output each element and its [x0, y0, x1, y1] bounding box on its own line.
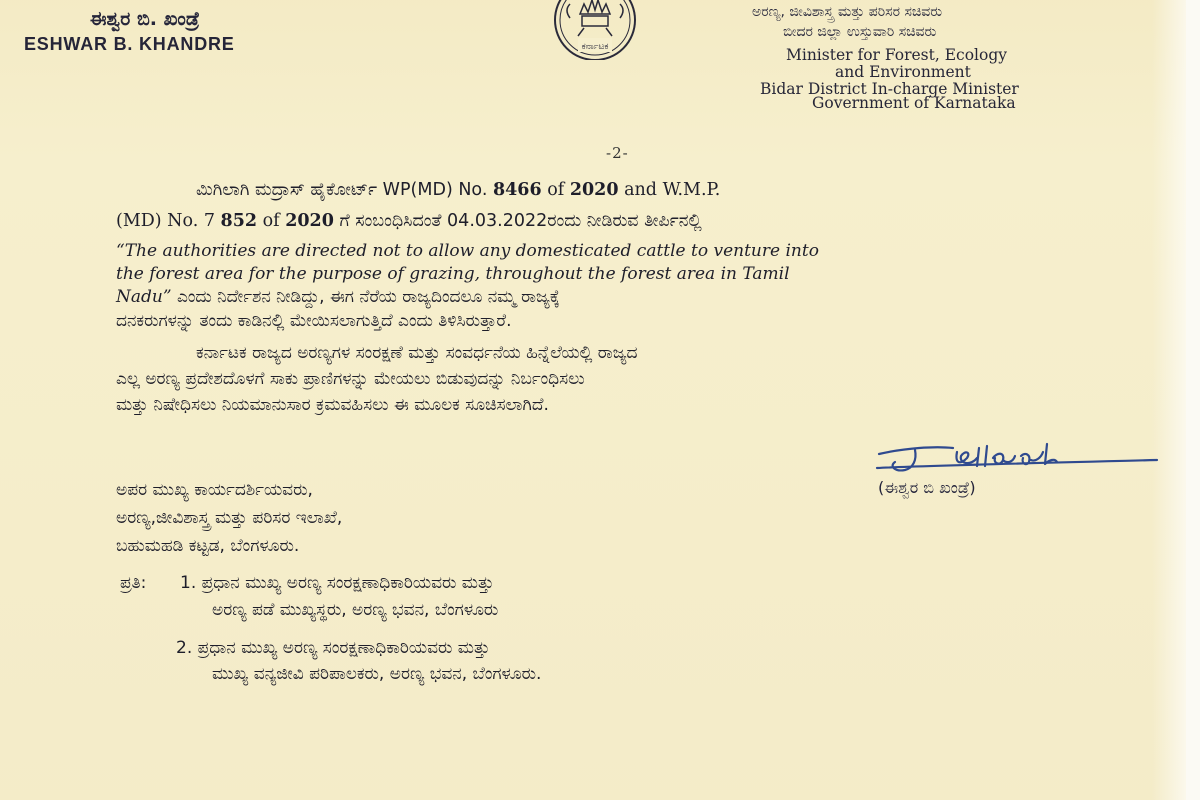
court-quote-end: Nadu” — [116, 287, 172, 307]
directive-line-2: ಎಲ್ಲ ಅರಣ್ಯ ಪ್ರದೇಶದೊಳಗೆ ಸಾಕು ಪ್ರಾಣಿಗಳನ್ನು ಮೇಯಲು ಬಿಡುವುದನ್ನು ನಿರ್ಬಂಧಿಸಲು — [116, 369, 585, 389]
body-line-1-of: of — [541, 180, 570, 200]
district-title-english: Bidar District In-charge Minister — [760, 80, 1019, 98]
body-line-1-text: ಮಿಗಿಲಾಗಿ ಮದ್ರಾಸ್ ಹೈಕೋರ್ಟ್ WP(MD) No. — [196, 180, 493, 200]
court-quote-line-3 — [116, 287, 560, 307]
case-year-2: 2020 — [285, 211, 334, 231]
page-right-edge — [1186, 0, 1200, 800]
body-line-1 — [196, 180, 720, 200]
body-line-6: ದನಕರುಗಳನ್ನು ತಂದು ಕಾಡಿನಲ್ಲಿ ಮೇಯಿಸಲಾಗುತ್ತಿದೆ ಎಂದು ತಿಳಿಸಿರುತ್ತಾರೆ. — [116, 311, 512, 331]
addressee-line-3: ಬಹುಮಹಡಿ ಕಟ್ಟಡ, ಬೆಂಗಳೂರು. — [116, 536, 300, 556]
body-line-2-start: (MD) No. 7 — [116, 211, 221, 231]
handwritten-signature-icon — [875, 440, 1160, 480]
karnataka-emblem-seal — [522, 0, 668, 60]
addressee-line-1: ಅಪರ ಮುಖ್ಯ ಕಾರ್ಯದರ್ಶಿಯವರು, — [116, 480, 313, 500]
case-number-2: 852 — [220, 211, 258, 231]
government-title-english: Government of Karnataka — [812, 94, 1016, 112]
minister-name-english: ESHWAR B. KHANDRE — [24, 34, 235, 54]
body-line-2-end: ಗೆ ಸಂಬಂಧಿಸಿದಂತೆ 04.03.2022ರಂದು ನೀಡಿರುವ ತೀರ್ಪಿನಲ್ಲಿ — [333, 211, 702, 231]
body-line-1-end: and W.M.P. — [618, 180, 721, 200]
directive-line-1: ಕರ್ನಾಟಕ ರಾಜ್ಯದ ಅರಣ್ಯಗಳ ಸಂರಕ್ಷಣೆ ಮತ್ತು ಸಂವರ್ಧನೆಯ ಹಿನ್ನೆಲೆಯಲ್ಲಿ ರಾಜ್ಯದ — [196, 343, 638, 363]
case-number-1: 8466 — [492, 180, 542, 200]
copy-item-2-line-1: 2. ಪ್ರಧಾನ ಮುಖ್ಯ ಅರಣ್ಯ ಸಂರಕ್ಷಣಾಧಿಕಾರಿಯವರು ಮತ್ತು — [176, 638, 490, 658]
court-quote-line-2: the forest area for the purpose of grazing, throughout the forest area in Tamil — [116, 264, 790, 284]
body-line-2-of: of — [257, 211, 286, 231]
emblem-caption: ಕರ್ನಾಟಕ — [581, 42, 609, 52]
directive-line-3: ಮತ್ತು ನಿಷೇಧಿಸಲು ನಿಯಮಾನುಸಾರ ಕ್ರಮವಹಿಸಲು ಈ ಮೂಲಕ ಸೂಚಿಸಲಾಗಿದೆ. — [116, 395, 549, 415]
copy-item-2-line-2: ಮುಖ್ಯ ವನ್ಯಜೀವಿ ಪರಿಪಾಲಕರು, ಅರಣ್ಯ ಭವನ, ಬೆಂಗಳೂರು. — [212, 664, 542, 684]
district-title-kannada: ಬೀದರ ಜಿಲ್ಲಾ ಉಸ್ತುವಾರಿ ಸಚಿವರು — [783, 24, 937, 40]
body-line-2 — [116, 211, 702, 231]
addressee-line-2: ಅರಣ್ಯ,ಜೀವಿಶಾಸ್ತ್ರ ಮತ್ತು ಪರಿಸರ ಇಲಾಖೆ, — [116, 508, 343, 528]
signature — [875, 440, 1160, 480]
ministry-title-english-line1: Minister for Forest, Ecology — [786, 46, 1008, 64]
page-number: -2- — [606, 144, 629, 162]
minister-name-kannada: ಈಶ್ವರ ಬಿ. ಖಂಡ್ರೆ — [90, 8, 200, 30]
ministry-title-kannada: ಅರಣ್ಯ, ಜೀವಿಶಾಸ್ತ್ರ ಮತ್ತು ಪರಿಸರ ಸಚಿವರು — [752, 4, 943, 20]
court-quote-line-1: “The authorities are directed not to allow any domesticated cattle to venture into — [116, 241, 819, 261]
case-year-1: 2020 — [569, 180, 619, 200]
copy-item-1-line-2: ಅರಣ್ಯ ಪಡೆ ಮುಖ್ಯಸ್ಥರು, ಅರಣ್ಯ ಭವನ, ಬೆಂಗಳೂರು — [212, 600, 499, 620]
signatory-name: (ಈಶ್ವರ ಬಿ ಖಂಡ್ರೆ) — [878, 478, 976, 497]
emblem-seal-icon — [522, 0, 668, 60]
copy-to-label: ಪ್ರತಿ: — [120, 573, 147, 593]
ministry-title-english-line2: and Environment — [835, 63, 971, 81]
body-line-5-kannada: ಎಂದು ನಿರ್ದೇಶನ ನೀಡಿದ್ದು, ಈಗ ನೆರೆಯ ರಾಜ್ಯದಿಂದಲೂ ನಮ್ಮ ರಾಜ್ಯಕ್ಕೆ — [171, 287, 560, 307]
copy-item-1-line-1: 1. ಪ್ರಧಾನ ಮುಖ್ಯ ಅರಣ್ಯ ಸಂರಕ್ಷಣಾಧಿಕಾರಿಯವರು ಮತ್ತು — [180, 573, 494, 593]
